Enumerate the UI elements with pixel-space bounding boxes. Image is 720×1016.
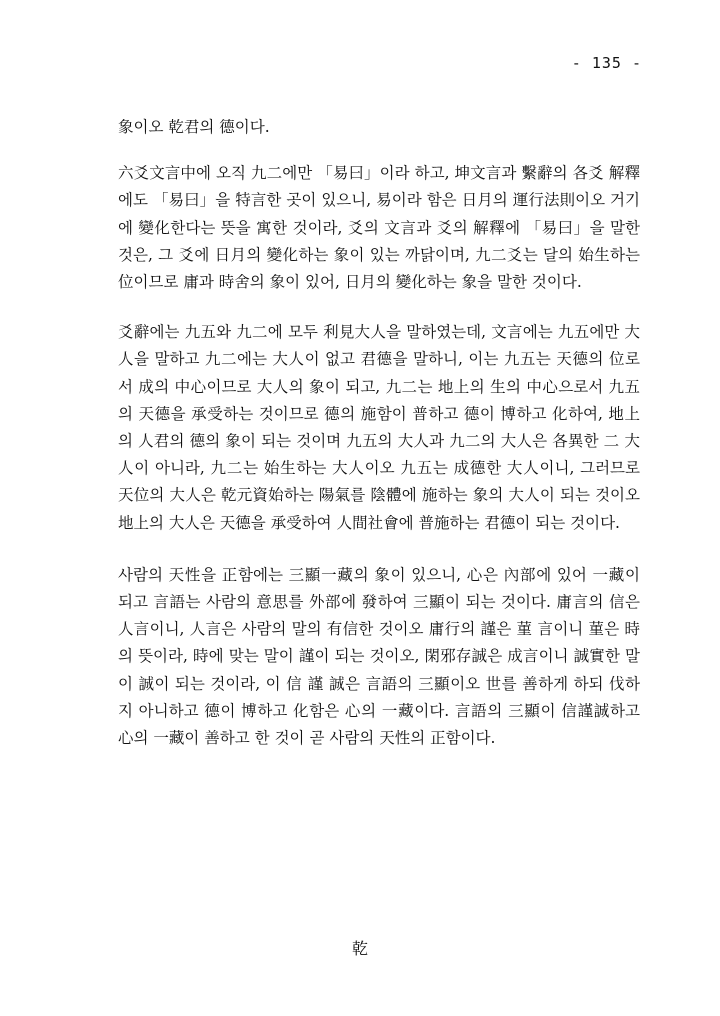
paragraph-4: 사람의 天性을 正함에는 三顯一藏의 象이 있으니, 心은 內部에 있어 一藏이 되고 言語는 사람의 意思를 外部에 發하여 三顯이 되는 것이다. 庸言의 信은 人言이니, 人言은 사람의 말의 有信한 것이오 庸行의 謹은 菫 言이니 菫은 時의 뜻이라, 時에 맞는 말이 謹이 되는 것이오, 閑邪存誠은 成言이니 誠實한 말이 誠이 되는 것이라, 이 信 謹 誠은 言語의 三顯이오 世를 善하게 하되 伐하지 아니하고 德이 博하고 化함은 心의 一藏이다. 言語의 三顯이 信謹誠하고 心의 一藏이 善하고 한 것이 곧 사람의 天性의 正함이다. — [118, 565, 640, 748]
paragraph-3: 爻辭에는 九五와 九二에 모두 利見大人을 말하였는데, 文言에는 九五에만 大人을 말하고 九二에는 大人이 없고 君德을 말하니, 이는 九五는 天德의 位로서 成의 中心이므로 大人의 象이 되고, 九二는 地上의 生의 中心으로서 九五의 天德을 承受하는 것이므로 德의 施함이 普하고 德이 博하고 化하여, 地上의 人君의 德의 象이 되는 것이며 九五의 大人과 九二의 大人은 各異한 二 大人이 아니라, 九二는 始生하는 大人이오 九五는 成德한 大人이니, 그러므로 天位의 大人은 乾元資始하는 陽氣를 陰體에 施하는 象의 大人이 되는 것이오 地上의 大人은 天德을 承受하여 人間社會에 普施하는 君德이 되는 것이다. — [118, 323, 640, 532]
paragraph-2: 六爻文言中에 오직 九二에만 「易曰」이라 하고, 坤文言과 繫辭의 各爻 解釋에도 「易曰」을 特言한 곳이 있으니, 易이라 함은 日月의 運行法則이오 거기에 變化한다는 뜻을 寓한 것이라, 爻의 文言과 爻의 解釋에 「易曰」을 말한 것은, 그 爻에 日月의 變化하는 象이 있는 까닭이며, 九二爻는 달의 始生하는 位이므로 庸과 時舍의 象이 있어, 日月의 變化하는 象을 말한 것이다. — [118, 164, 640, 292]
document-body — [118, 114, 640, 752]
paragraph-1: 象이오 乾君의 德이다. — [118, 118, 270, 136]
footer-label: 乾 — [351, 939, 368, 958]
page-number: - 135 - — [571, 54, 642, 72]
